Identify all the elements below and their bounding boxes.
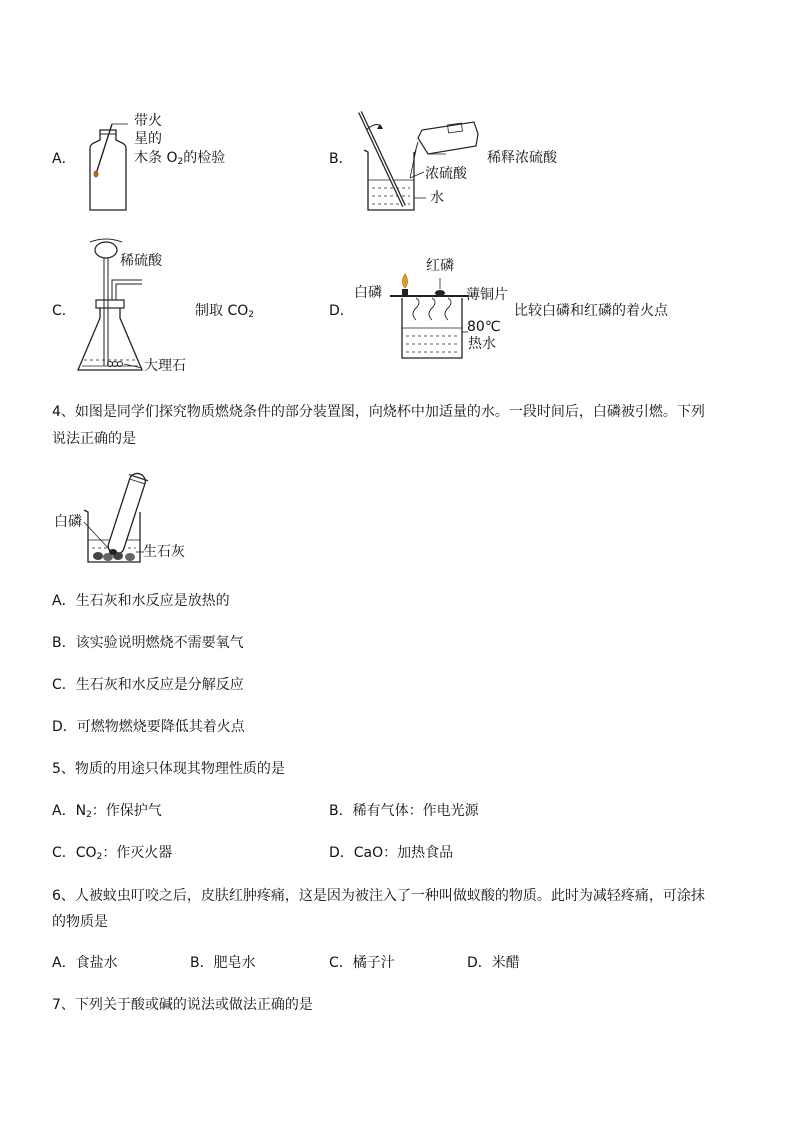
q4-option-c[interactable]: C．生石灰和水反应是分解反应: [52, 677, 244, 693]
q6-stem-line2: 的物质是: [52, 914, 108, 930]
q4-fig-quicklime: 生石灰: [143, 544, 185, 560]
q3-b-acid-label: 浓硫酸: [425, 166, 467, 182]
q3-b-water-label: 水: [430, 190, 444, 206]
q3-option-b-letter[interactable]: B．: [329, 151, 353, 167]
q5-option-c[interactable]: C．$CO_2$：作灭火器: [52, 845, 173, 862]
q4-fig-white-p: 白磷: [54, 514, 82, 530]
q5-option-a[interactable]: A．$N_2$：作保护气: [52, 803, 162, 820]
q5-option-b[interactable]: B．稀有气体：作电光源: [329, 803, 479, 819]
q3-option-d-letter[interactable]: D．: [329, 303, 354, 319]
q3-c-marble-label: 大理石: [144, 358, 186, 374]
q3-option-c-letter[interactable]: C．: [52, 303, 76, 319]
q6-option-d[interactable]: D．米醋: [467, 955, 520, 971]
q3-fig-b-dilution: [352, 108, 492, 218]
q4-option-a[interactable]: A．生石灰和水反应是放热的: [52, 593, 230, 609]
q6-stem-line1: 6、人被蚊虫叮咬之后，皮肤红肿疼痛，这是因为被注入了一种叫做蚁酸的物质。此时为减轻疼痛，可涂抹: [52, 888, 705, 904]
q5-stem: 5、物质的用途只体现其物理性质的是: [52, 761, 285, 777]
q3-a-label-line1: 带火: [134, 113, 162, 129]
q3-d-red-p: 红磷: [426, 258, 454, 274]
q3-fig-d-ignition: [384, 270, 480, 362]
q4-option-b[interactable]: B．该实验说明燃烧不需要氧气: [52, 635, 244, 651]
q5-option-d[interactable]: D．CaO：加热食品: [329, 845, 454, 861]
q4-option-d[interactable]: D．可燃物燃烧要降低其着火点: [52, 719, 245, 735]
q3-c-caption: 制取 $CO_2$: [195, 303, 254, 320]
q4-stem-line2: 说法正确的是: [52, 431, 136, 447]
q3-a-label-line3: 木条 $O_2$的检验: [134, 150, 226, 167]
q6-option-a[interactable]: A．食盐水: [52, 955, 118, 971]
q3-d-white-p: 白磷: [354, 285, 382, 301]
q6-option-c[interactable]: C．橘子汁: [329, 955, 395, 971]
q3-option-a-letter[interactable]: A．: [52, 151, 76, 167]
q3-d-caption: 比较白磷和红磷的着火点: [514, 303, 668, 319]
q3-b-dilute-label: 稀释浓硫酸: [487, 150, 557, 166]
q3-d-hot-water: 热水: [468, 336, 496, 352]
q3-a-label-line2: 星的: [134, 131, 162, 147]
q4-stem-line1: 4、如图是同学们探究物质燃烧条件的部分装置图，向烧杯中加适量的水。一段时间后，白磷被引燃。下列: [52, 404, 705, 420]
q3-d-copper: 薄铜片: [466, 287, 508, 303]
q3-d-temp: 80℃: [467, 319, 501, 335]
q6-option-b[interactable]: B．肥皂水: [190, 955, 256, 971]
q3-fig-a-bottle: [76, 112, 136, 212]
q7-stem: 7、下列关于酸或碱的说法或做法正确的是: [52, 997, 313, 1013]
q3-c-acid-label: 稀硫酸: [120, 253, 162, 269]
